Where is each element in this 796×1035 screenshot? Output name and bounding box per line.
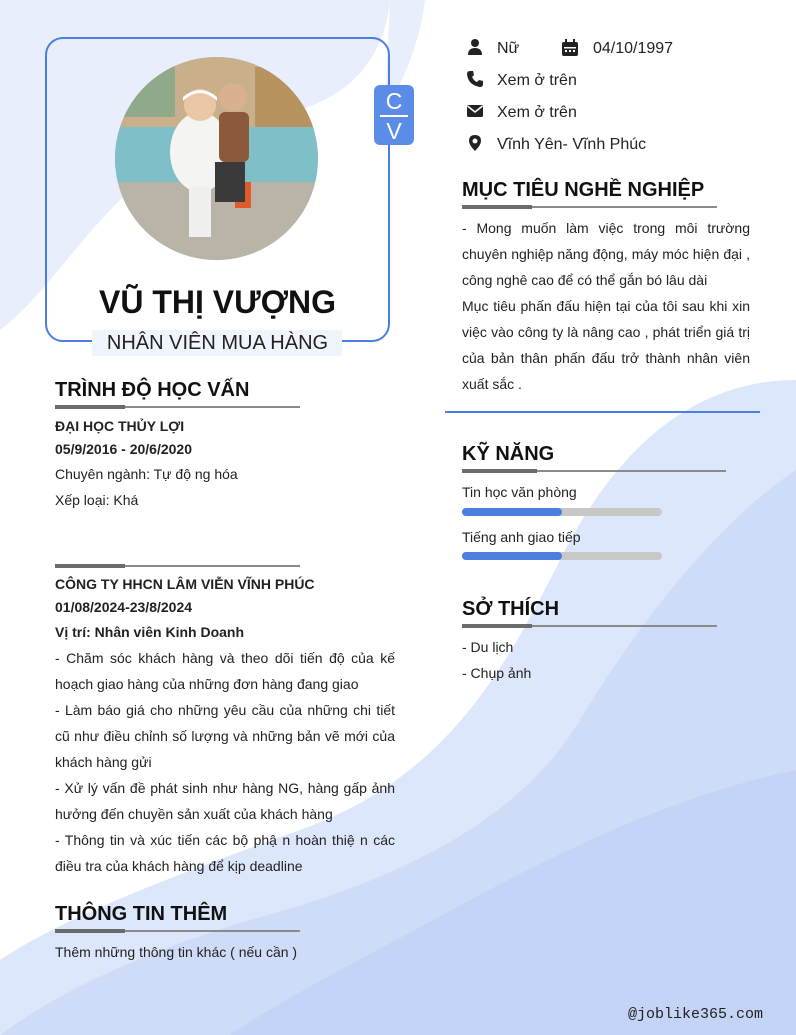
skill-bar-english xyxy=(462,552,662,560)
education-rule xyxy=(55,406,300,408)
phone-text: Xem ở trên xyxy=(497,72,577,89)
watermark-text: @joblike365.com xyxy=(628,1006,764,1023)
education-title: TRÌNH ĐỘ HỌC VẤN xyxy=(55,379,250,401)
calendar-icon xyxy=(561,39,579,57)
objective-rule xyxy=(462,206,717,208)
school-name: ĐẠI HỌC THỦY LỢI xyxy=(55,418,185,434)
cv-letter-v: V xyxy=(386,118,402,144)
experience-dates: 01/08/2024-23/8/2024 xyxy=(55,599,193,615)
section-divider xyxy=(445,411,760,413)
birthdate-text: 04/10/1997 xyxy=(593,40,674,57)
education-grade: Xếp loại: Khá xyxy=(55,492,139,508)
education-dates: 05/9/2016 - 20/6/2020 xyxy=(55,441,193,457)
education-major: Chuyên ngành: Tự độ ng hóa xyxy=(55,466,238,482)
objective-paragraph-1: - Mong muốn làm việc trong môi trường chuyên nghiệp năng động, máy móc hiện đại , công nghê cao để có thể gắn bó lâu dài xyxy=(462,220,750,288)
skill-label-english: Tiếng anh giao tiếp xyxy=(462,529,581,545)
avatar xyxy=(115,57,318,260)
gender-text: Nữ xyxy=(497,40,520,57)
hobbies-title: SỞ THÍCH xyxy=(462,598,560,620)
hobby-item: - Du lịch xyxy=(462,639,514,655)
skills-title: KỸ NĂNG xyxy=(462,443,555,465)
phone-icon xyxy=(466,70,484,88)
person-icon xyxy=(466,38,484,56)
hobbies-rule xyxy=(462,625,717,627)
extra-text: Thêm những thông tin khác ( nếu cần ) xyxy=(55,944,298,960)
objective-paragraph-2: Mục tiêu phấn đấu hiện tại của tôi sau khi xin việc vào công ty là nâng cao , phát triển giá trị của bản thân phấn đấu trở thành nhân viên xuất sắc . xyxy=(462,298,750,392)
portrait-photo-icon xyxy=(115,57,318,260)
cv-letter-c: C xyxy=(385,88,403,114)
experience-rule xyxy=(55,565,300,567)
email-text: Xem ở trên xyxy=(497,104,577,121)
skill-label-office: Tin học văn phòng xyxy=(462,484,577,500)
skill-bar-fill xyxy=(462,508,562,516)
candidate-role: NHÂN VIÊN MUA HÀNG xyxy=(106,332,329,354)
duty-item: - Chăm sóc khách hàng và theo dõi tiến độ của kế hoạch giao hàng của những đơn hàng đang giao xyxy=(55,650,395,692)
cv-badge xyxy=(374,85,414,145)
location-pin-icon xyxy=(466,134,484,152)
duty-item: - Thông tin và xúc tiến các bộ phậ n hoàn thiệ n các điều tra của khách hàng để kịp deadline xyxy=(55,832,395,874)
hobby-item: - Chụp ảnh xyxy=(462,665,532,681)
extra-rule xyxy=(55,930,300,932)
company-name: CÔNG TY HHCN LÂM VIỄN VĨNH PHÚC xyxy=(55,576,315,592)
skill-bar-office xyxy=(462,508,662,516)
address-text: Vĩnh Yên- Vĩnh Phúc xyxy=(497,136,647,153)
skill-bar-fill xyxy=(462,552,562,560)
duty-item: - Xử lý vấn đề phát sinh như hàng NG, hàng gấp ảnh hưởng đến chuyền sản xuất của khách hàng xyxy=(55,780,395,822)
candidate-name: VŨ THỊ VƯỢNG xyxy=(99,284,336,320)
objective-title: MỤC TIÊU NGHỀ NGHIỆP xyxy=(462,179,705,201)
experience-position: Vị trí: Nhân viên Kinh Doanh xyxy=(55,624,245,640)
mail-icon xyxy=(466,102,484,120)
skills-rule xyxy=(462,470,726,472)
extra-title: THÔNG TIN THÊM xyxy=(55,903,228,925)
duty-item: - Làm báo giá cho những yêu cầu của những chi tiết cũ như điều chỉnh số lượng và những bản vẽ mới của khách hàng gửi xyxy=(55,702,395,770)
